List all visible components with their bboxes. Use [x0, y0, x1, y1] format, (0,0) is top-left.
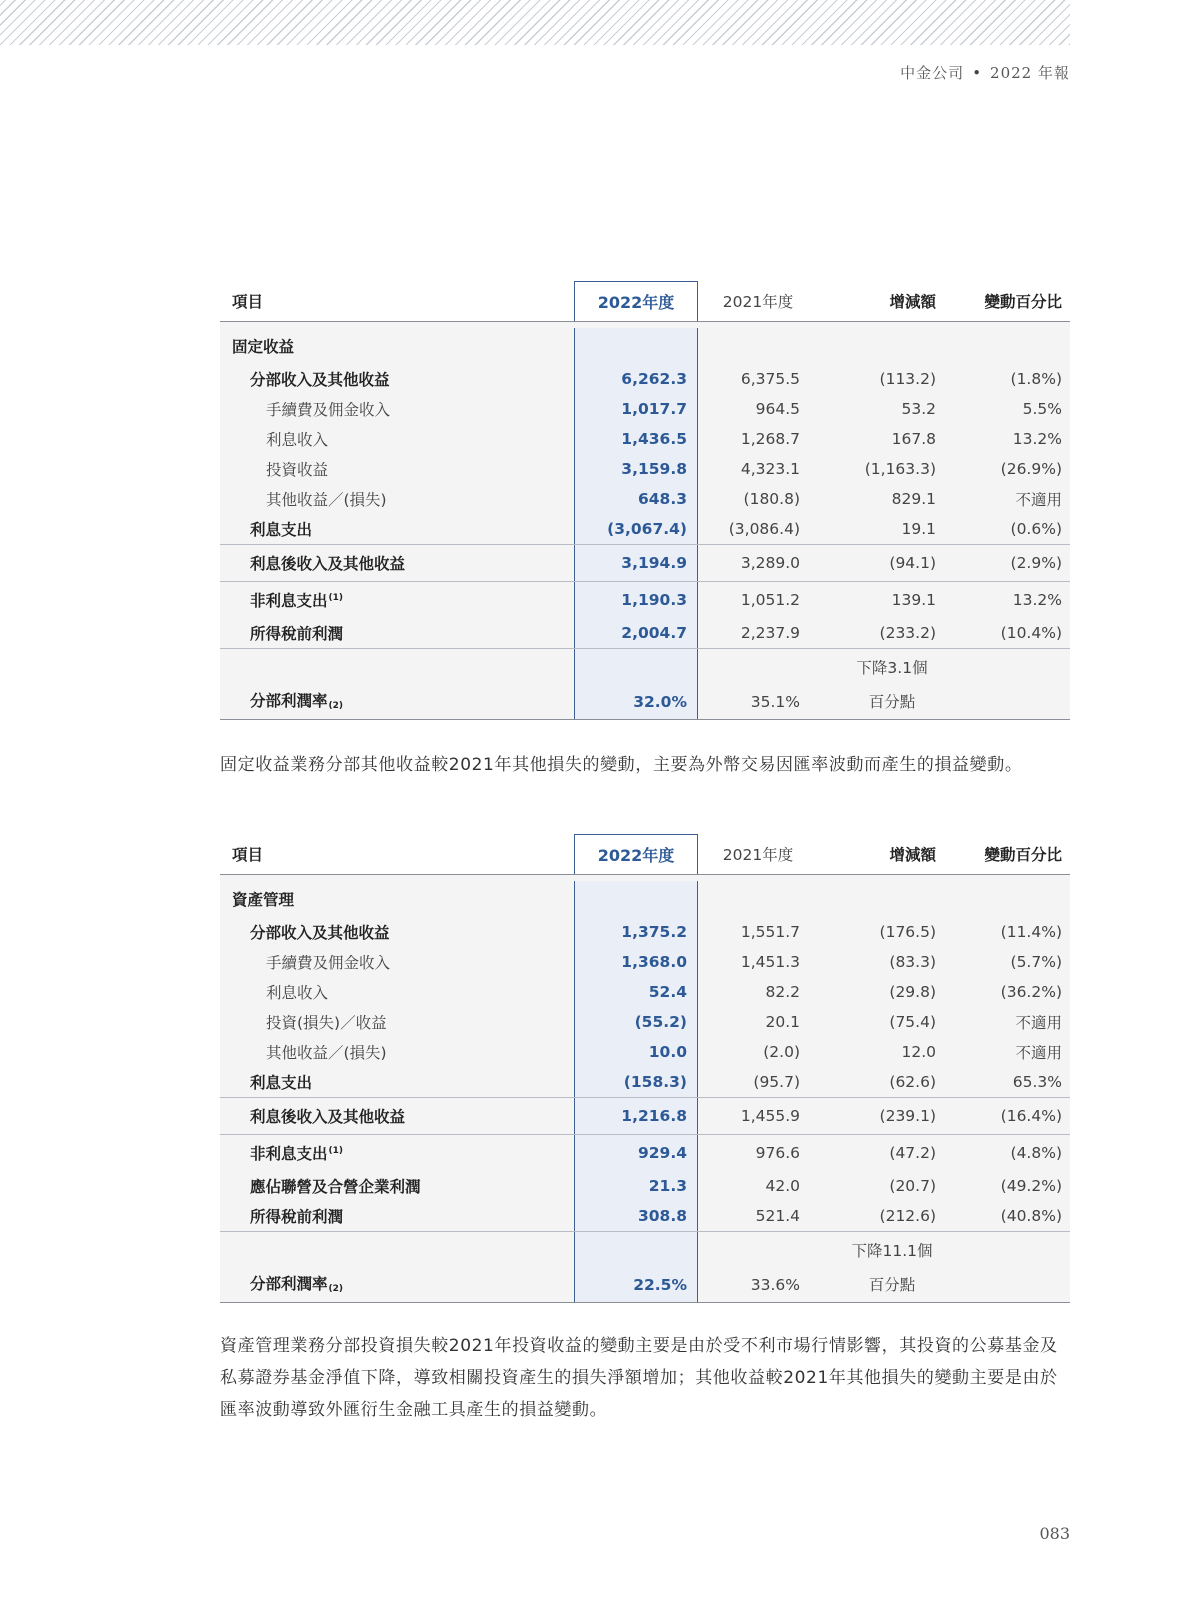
cell-2022: 1,368.0	[574, 947, 698, 977]
cell-pct: 13.2%	[1012, 430, 1062, 448]
row-label: 投資(損失)／收益	[266, 1014, 387, 1032]
cell-change: 53.2	[901, 400, 936, 418]
col-2022: 2022年度	[574, 281, 698, 321]
cell-2021: (180.8)	[743, 490, 800, 508]
company-name: 中金公司	[900, 64, 965, 82]
cell-pct: (4.8%)	[1010, 1144, 1062, 1162]
cell-change: 167.8	[891, 430, 936, 448]
table-row	[220, 1097, 1070, 1134]
col-pct: 變動百分比	[984, 293, 1062, 311]
col-change: 增減額	[889, 293, 936, 311]
col-pct: 變動百分比	[984, 846, 1062, 864]
footnote-marker: (2)	[328, 701, 344, 711]
row-label: 非利息支出$^{(1)}$	[250, 592, 344, 610]
cell-change: 139.1	[891, 591, 936, 609]
row-label: 手續費及佣金收入	[266, 401, 391, 419]
asset-management-table	[220, 834, 1070, 1303]
table-row	[220, 394, 1070, 424]
cell-change: (47.2)	[889, 1144, 936, 1162]
section-title: 資產管理	[232, 891, 295, 909]
table-row	[220, 514, 1070, 544]
row-label: 應佔聯營及合營企業利潤	[250, 1178, 421, 1196]
cell-change: (62.6)	[889, 1073, 936, 1091]
cell-change: (233.2)	[879, 624, 936, 642]
cell-pct: (16.4%)	[1000, 1107, 1062, 1125]
cell-change: 下降3.1個 百分點	[856, 659, 928, 711]
cell-2021: 976.6	[755, 1144, 800, 1162]
cell-2021: 33.6%	[750, 1276, 800, 1294]
cell-change: 829.1	[891, 490, 936, 508]
cell-2021: 521.4	[755, 1207, 800, 1225]
cell-pct: (2.9%)	[1010, 554, 1062, 572]
row-label: 分部利潤率 $_{(2)}$	[250, 1275, 344, 1294]
cell-2022: 3,159.8	[574, 454, 698, 484]
cell-change: (212.6)	[879, 1207, 936, 1225]
cell-change: (20.7)	[889, 1177, 936, 1195]
cell-change: (1,163.3)	[864, 460, 936, 478]
cell-pct: (0.6%)	[1010, 520, 1062, 538]
cell-2022: 929.4	[574, 1135, 698, 1171]
table-row	[220, 1067, 1070, 1097]
cell-2021: 3,289.0	[740, 554, 800, 572]
cell-change: (75.4)	[889, 1013, 936, 1031]
cell-change: (176.5)	[879, 923, 936, 941]
cell-2021: 1,451.3	[740, 953, 800, 971]
table-row	[220, 544, 1070, 581]
cell-2022: 1,436.5	[574, 424, 698, 454]
section-title: 固定收益	[232, 338, 295, 356]
table-row	[220, 947, 1070, 977]
cell-pct: (1.8%)	[1010, 370, 1062, 388]
paragraph-asset-management: 資產管理業務分部投資損失較2021年投資收益的變動主要是由於受不利市場行情影響，其投資的公募基金及私募證券基金淨值下降，導致相關投資產生的損失淨額增加；其他收益較2021年其他損失的變動主要是由於匯率波動導致外匯衍生金融工具產生的損益變動。	[220, 1336, 1058, 1420]
cell-2021: 964.5	[755, 400, 800, 418]
cell-change: (29.8)	[889, 983, 936, 1001]
row-label: 分部收入及其他收益	[250, 924, 390, 942]
cell-2021: 2,237.9	[740, 624, 800, 642]
col-change: 增減額	[889, 846, 936, 864]
row-label: 利息收入	[266, 431, 329, 449]
table-row	[220, 917, 1070, 947]
cell-pct: (5.7%)	[1010, 953, 1062, 971]
table-row	[220, 977, 1070, 1007]
margin-row	[220, 648, 1070, 719]
cell-pct: 不適用	[1015, 491, 1062, 509]
page-number: 083	[1039, 1524, 1070, 1543]
cell-change: (94.1)	[889, 554, 936, 572]
col-2021: 2021年度	[722, 293, 794, 311]
row-label: 投資收益	[266, 461, 329, 479]
cell-pct: (40.8%)	[1000, 1207, 1062, 1225]
cell-2021: 6,375.5	[740, 370, 800, 388]
section-row	[220, 875, 1070, 917]
cell-change: (113.2)	[879, 370, 936, 388]
footnote-marker: (2)	[328, 1284, 344, 1294]
table-row	[220, 581, 1070, 618]
report-title: 2022 年報	[990, 64, 1070, 82]
table-row	[220, 1171, 1070, 1201]
cell-2022: 3,194.9	[574, 545, 698, 581]
row-label: 利息後收入及其他收益	[250, 1108, 406, 1126]
table-row	[220, 618, 1070, 648]
fixed-income-table	[220, 281, 1070, 720]
cell-2022: (55.2)	[574, 1007, 698, 1037]
table-row	[220, 424, 1070, 454]
cell-2022: 32.0%	[574, 649, 698, 719]
cell-2022: 1,375.2	[574, 917, 698, 947]
cell-pct: 不適用	[1015, 1014, 1062, 1032]
table-header-row	[220, 281, 1070, 322]
cell-2021: 1,551.7	[740, 923, 800, 941]
decorative-hatch-band	[0, 0, 1070, 45]
col-item: 項目	[232, 846, 264, 864]
cell-pct: (49.2%)	[1000, 1177, 1062, 1195]
cell-2022: 1,017.7	[574, 394, 698, 424]
row-label: 其他收益／(損失)	[266, 1044, 387, 1062]
row-label: 利息收入	[266, 984, 329, 1002]
cell-pct: 不適用	[1015, 1044, 1062, 1062]
col-item: 項目	[232, 293, 264, 311]
col-2022: 2022年度	[574, 834, 698, 874]
cell-2021: 35.1%	[750, 693, 800, 711]
table-row	[220, 1037, 1070, 1067]
table-header-row	[220, 834, 1070, 875]
row-label: 利息支出	[250, 1074, 313, 1092]
cell-2022: 2,004.7	[574, 618, 698, 648]
cell-pct: (26.9%)	[1000, 460, 1062, 478]
footnote-marker: (1)	[328, 593, 344, 603]
cell-2021: (2.0)	[763, 1043, 800, 1061]
cell-2021: (3,086.4)	[728, 520, 800, 538]
cell-change: 下降11.1個 百分點	[851, 1242, 933, 1294]
table-row	[220, 484, 1070, 514]
cell-pct: 13.2%	[1012, 591, 1062, 609]
cell-2022: 648.3	[574, 484, 698, 514]
cell-pct: 65.3%	[1012, 1073, 1062, 1091]
row-label: 分部利潤率 $_{(2)}$	[250, 692, 344, 711]
row-label: 利息後收入及其他收益	[250, 555, 406, 573]
row-label: 手續費及佣金收入	[266, 954, 391, 972]
table-row	[220, 1134, 1070, 1171]
cell-pct: (36.2%)	[1000, 983, 1062, 1001]
cell-2021: 1,268.7	[740, 430, 800, 448]
footnote-marker: (1)	[328, 1146, 344, 1156]
cell-2022: (158.3)	[574, 1067, 698, 1097]
cell-2021: 42.0	[765, 1177, 800, 1195]
table-row	[220, 1201, 1070, 1231]
cell-2021: 1,051.2	[740, 591, 800, 609]
cell-2021: 1,455.9	[740, 1107, 800, 1125]
table-row	[220, 454, 1070, 484]
table-row	[220, 364, 1070, 394]
cell-pct: (11.4%)	[1000, 923, 1062, 941]
margin-row	[220, 1231, 1070, 1302]
header-separator: •	[972, 64, 983, 82]
cell-2021: 20.1	[765, 1013, 800, 1031]
row-label: 分部收入及其他收益	[250, 371, 390, 389]
cell-2022: 1,216.8	[574, 1098, 698, 1134]
row-label: 非利息支出$^{(1)}$	[250, 1145, 344, 1163]
page-header	[900, 62, 1070, 83]
cell-2022: 6,262.3	[574, 364, 698, 394]
cell-pct: (10.4%)	[1000, 624, 1062, 642]
cell-2021: (95.7)	[753, 1073, 800, 1091]
cell-2022: 21.3	[574, 1171, 698, 1201]
row-label: 所得稅前利潤	[250, 1208, 344, 1226]
cell-change: (83.3)	[889, 953, 936, 971]
cell-change: 19.1	[901, 520, 936, 538]
table-row	[220, 1007, 1070, 1037]
row-label: 其他收益／(損失)	[266, 491, 387, 509]
cell-2021: 4,323.1	[740, 460, 800, 478]
row-label: 利息支出	[250, 521, 313, 539]
paragraph-fixed-income: 固定收益業務分部其他收益較2021年其他損失的變動，主要為外幣交易因匯率波動而產生的損益變動。	[220, 755, 1023, 775]
cell-2022: 308.8	[574, 1201, 698, 1231]
cell-2022: 52.4	[574, 977, 698, 1007]
section-row	[220, 322, 1070, 364]
cell-2022: (3,067.4)	[574, 514, 698, 544]
cell-change: 12.0	[901, 1043, 936, 1061]
row-label: 所得稅前利潤	[250, 625, 344, 643]
cell-pct: 5.5%	[1022, 400, 1062, 418]
col-2021: 2021年度	[722, 846, 794, 864]
cell-2021: 82.2	[765, 983, 800, 1001]
cell-2022: 1,190.3	[574, 582, 698, 618]
cell-2022: 22.5%	[574, 1232, 698, 1302]
cell-change: (239.1)	[879, 1107, 936, 1125]
cell-2022: 10.0	[574, 1037, 698, 1067]
